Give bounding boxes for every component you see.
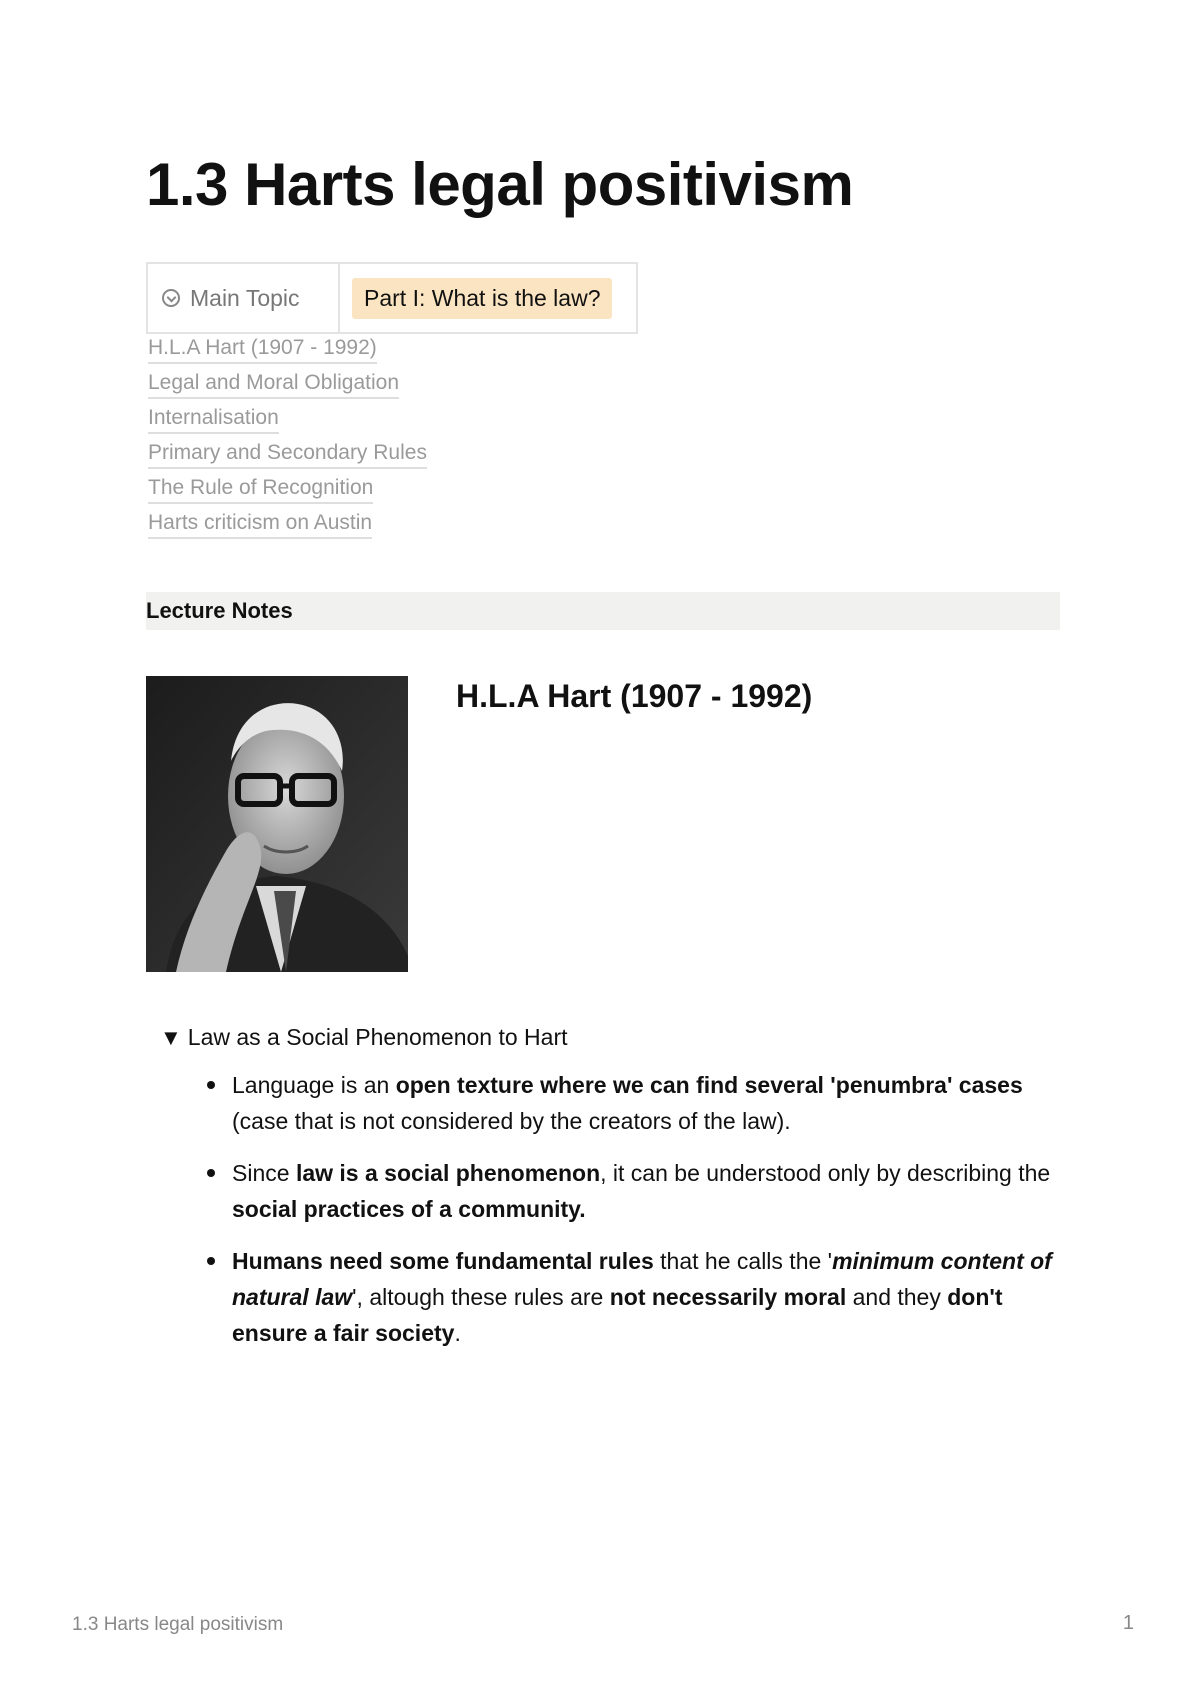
hart-portrait-image	[146, 676, 408, 972]
property-value[interactable]	[340, 264, 636, 332]
toc-link-harts-criticism[interactable]: Harts criticism on Austin	[148, 509, 372, 539]
toggle-block	[160, 1024, 1060, 1367]
toc-link-primary-secondary-rules[interactable]: Primary and Secondary Rules	[148, 439, 427, 469]
toc-link-rule-of-recognition[interactable]: The Rule of Recognition	[148, 474, 373, 504]
table-of-contents	[148, 334, 427, 544]
property-label: Main Topic	[190, 284, 300, 311]
page-title: 1.3 Harts legal positivism	[146, 151, 854, 218]
toggle-title: Law as a Social Phenomenon to Hart	[187, 1024, 568, 1050]
toc-link-hart[interactable]: H.L.A Hart (1907 - 1992)	[148, 334, 377, 364]
properties-table	[146, 262, 638, 334]
page-number: 1	[1122, 1612, 1134, 1634]
toc-link-legal-moral-obligation[interactable]: Legal and Moral Obligation	[148, 369, 399, 399]
list-item: Humans need some fundamental rules that he calls the 'minimum content of natural law', altough these rules are not necessarily moral and they don't ensure a fair society.	[232, 1243, 1062, 1351]
toc-link-internalisation[interactable]: Internalisation	[148, 404, 279, 434]
footer-title: 1.3 Harts legal positivism	[72, 1614, 284, 1635]
topic-tag[interactable]: Part I: What is the law?	[352, 278, 612, 319]
hart-heading: H.L.A Hart (1907 - 1992)	[456, 678, 813, 714]
property-name	[148, 264, 340, 332]
portrait-illustration	[146, 676, 408, 972]
list-item: Language is an open texture where we can find several 'penumbra' cases (case that is not considered by the creators of the law).	[232, 1067, 1062, 1139]
circle-chevron-down-icon	[162, 289, 180, 307]
triangle-down-icon[interactable]: ▼	[160, 1024, 182, 1050]
list-item: Since law is a social phenomenon, it can be understood only by describing the social practices of a community.	[232, 1155, 1062, 1227]
section-heading-lecture-notes: Lecture Notes	[146, 592, 1060, 630]
bullet-list	[160, 1067, 1060, 1351]
toggle-header[interactable]	[160, 1024, 1060, 1051]
